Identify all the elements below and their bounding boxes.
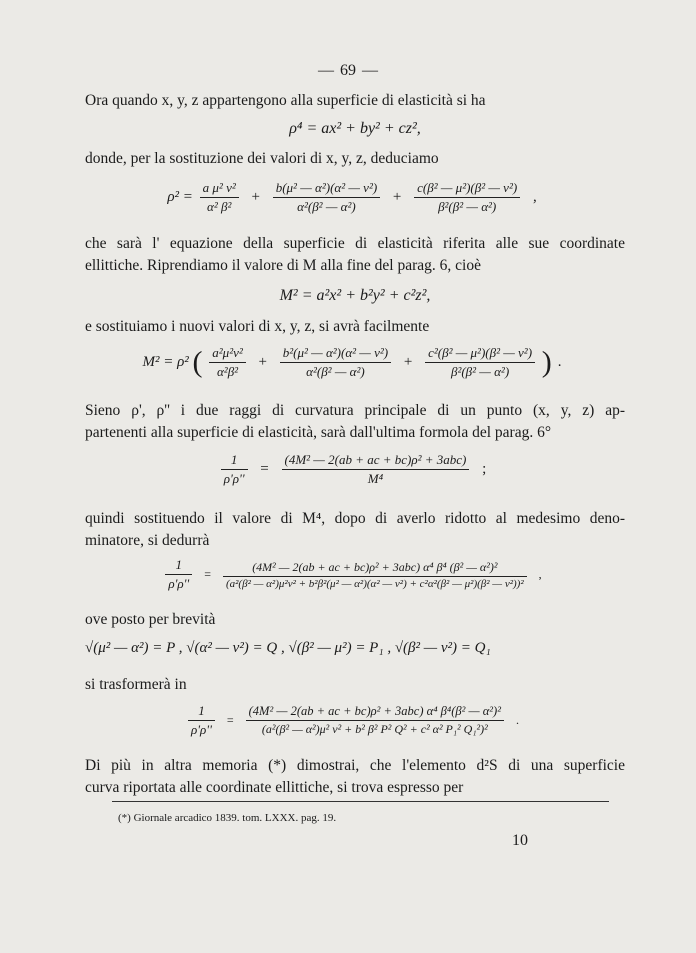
eq2-end: ,: [532, 189, 537, 205]
paragraph-5-line-2: partenenti alla superficie di elasticità, sarà dall'ultima formola del parag. 6°: [85, 424, 552, 441]
paragraph-3-line-1: che sarà l' equazione della superficie di elasticità riferita alle sue coordinate: [85, 235, 625, 252]
eq4-term-3-num: c²(β² — μ²)(β² — ν²): [425, 345, 535, 363]
paragraph-6-line-2: minatore, si dedurrà: [85, 532, 210, 549]
eq4-term-1: [209, 345, 246, 380]
footnote-rule: [112, 801, 609, 802]
eq4-term-3-den: β²(β² — α²): [450, 364, 510, 379]
eq8-lhs-den: ρ'ρ'': [191, 722, 212, 737]
eq8-rhs-den: (a²(β² — α²)μ² ν² + b² β² P² Q² + c² α² P₁² Q₁²)²: [261, 722, 488, 736]
eq2-term-2: [273, 180, 380, 215]
eq4-plus-1: +: [258, 354, 267, 370]
eq4-term-1-den: α²β²: [216, 364, 239, 379]
eq5-lhs: [221, 452, 248, 487]
eq2-term-2-den: α²(β² — α²): [297, 199, 356, 214]
paragraph-8-line: si trasformerà in: [85, 676, 187, 693]
paragraph-1: [85, 90, 625, 112]
paragraph-4-line: e sostituiamo i nuovi valori di x, y, z, si avrà facilmente: [85, 318, 430, 335]
equation-4: [85, 345, 625, 380]
eq6-lhs: [165, 557, 192, 592]
signature-mark: 10: [512, 832, 528, 849]
paragraph-1-line: Ora quando x, y, z appartengono alla superficie di elasticità si ha: [85, 92, 486, 109]
eq2-plus-2: +: [392, 189, 402, 205]
paragraph-5: [85, 400, 625, 444]
eq2-term-1-num: a μ² ν²: [200, 180, 239, 198]
dash-left: —: [318, 62, 334, 79]
equation-6: [85, 557, 625, 592]
eq4-term-2-den: α²(β² — α²): [306, 364, 365, 379]
eq5-lhs-den: ρ'ρ'': [223, 471, 245, 486]
eq4-plus-2: +: [403, 354, 413, 370]
eq5-equals: =: [260, 461, 269, 477]
eq5-rhs: [282, 452, 470, 487]
eq5-rhs-den: M⁴: [367, 471, 384, 486]
paragraph-7-line: ove posto per brevità: [85, 611, 216, 628]
eq6-rhs: [223, 560, 527, 590]
eq2-term-1-den: α² β²: [207, 199, 232, 214]
equation-3: M² = a²x² + b²y² + c²z²,: [279, 287, 431, 304]
paragraph-4: [85, 316, 625, 338]
eq6-rhs-num: (4M² — 2(ab + ac + bc)ρ² + 3abc) α⁴ β⁴ (β² — α²)²: [223, 560, 527, 577]
paragraph-6: [85, 508, 625, 552]
paragraph-6-line-1: quindi sostituendo il valore di M⁴, dopo di averlo ridotto al medesimo deno-: [85, 510, 625, 527]
eq2-lhs: ρ² =: [167, 189, 193, 205]
eq6-end: ,: [538, 567, 542, 581]
paragraph-2: [85, 148, 625, 170]
paragraph-7: [85, 609, 625, 631]
eq5-rhs-num: (4M² — 2(ab + ac + bc)ρ² + 3abc): [282, 452, 470, 470]
eq4-open-paren: (: [192, 345, 203, 379]
paragraph-9-line-1: Di più in altra memoria (*) dimostrai, che l'elemento d²S di una superficie: [85, 757, 625, 774]
eq4-term-2-num: b²(μ² — α²)(α² — ν²): [280, 345, 391, 363]
equation-7: √(μ² — α²) = P , √(α² — ν²) = Q , √(β² — μ²) = P₁ , √(β² — ν²) = Q₁: [85, 640, 491, 656]
eq2-term-1: [200, 180, 239, 215]
page-number-value: 69: [340, 62, 356, 79]
paragraph-3-line-2: ellittiche. Riprendiamo il valore di M alla fine del parag. 6, cioè: [85, 257, 481, 274]
paragraph-8: [85, 674, 625, 696]
eq2-plus-1: +: [251, 189, 260, 205]
eq6-lhs-num: 1: [165, 557, 192, 575]
eq8-equals: =: [226, 713, 234, 727]
paragraph-2-line: donde, per la sostituzione dei valori di x, y, z, deduciamo: [85, 150, 439, 167]
eq2-term-3: [414, 180, 520, 215]
equation-8: [85, 703, 625, 738]
eq8-end: .: [515, 713, 519, 727]
eq8-rhs: [246, 704, 504, 737]
eq5-end: ;: [482, 461, 487, 477]
footnote: (*) Giornale arcadico 1839. tom. LXXX. pag. 19.: [118, 812, 337, 824]
eq6-lhs-den: ρ'ρ'': [168, 576, 190, 591]
paragraph-3: [85, 233, 625, 277]
paragraph-5-line-1: Sieno ρ', ρ'' i due raggi di curvatura principale di un punto (x, y, z) ap-: [85, 402, 625, 419]
eq8-lhs: [188, 703, 215, 738]
paragraph-9-line-2: curva riportata alle coordinate ellittiche, si trova espresso per: [85, 779, 464, 796]
equation-2: [85, 180, 625, 215]
eq4-end: .: [557, 354, 562, 370]
dash-right: —: [362, 62, 378, 79]
eq4-term-1-num: a²μ²ν²: [209, 345, 246, 363]
eq4-lhs: M² = ρ²: [142, 354, 189, 370]
paragraph-9: [85, 755, 625, 799]
page-number: [0, 62, 696, 80]
eq5-lhs-num: 1: [221, 452, 248, 470]
eq6-rhs-den: (a²(β² — α²)μ²ν² + b²β²(μ² — α²)(α² — ν²) + c²α²(β² — μ²)(β² — ν²))²: [225, 577, 524, 590]
eq4-term-2: [280, 345, 391, 380]
equation-5: [85, 452, 625, 487]
eq2-term-3-den: β²(β² — α²): [438, 199, 497, 214]
eq6-equals: =: [204, 567, 211, 581]
eq4-term-3: [425, 345, 535, 380]
eq4-close-paren: ): [541, 345, 552, 379]
eq2-term-2-num: b(μ² — α²)(α² — ν²): [273, 180, 380, 198]
equation-1: ρ⁴ = ax² + by² + cz²,: [289, 120, 421, 137]
eq2-term-3-num: c(β² — μ²)(β² — ν²): [414, 180, 520, 198]
eq8-rhs-num: (4M² — 2(ab + ac + bc)ρ² + 3abc) α⁴ β⁴(β² — α²)²: [246, 704, 504, 721]
eq8-lhs-num: 1: [188, 703, 215, 721]
